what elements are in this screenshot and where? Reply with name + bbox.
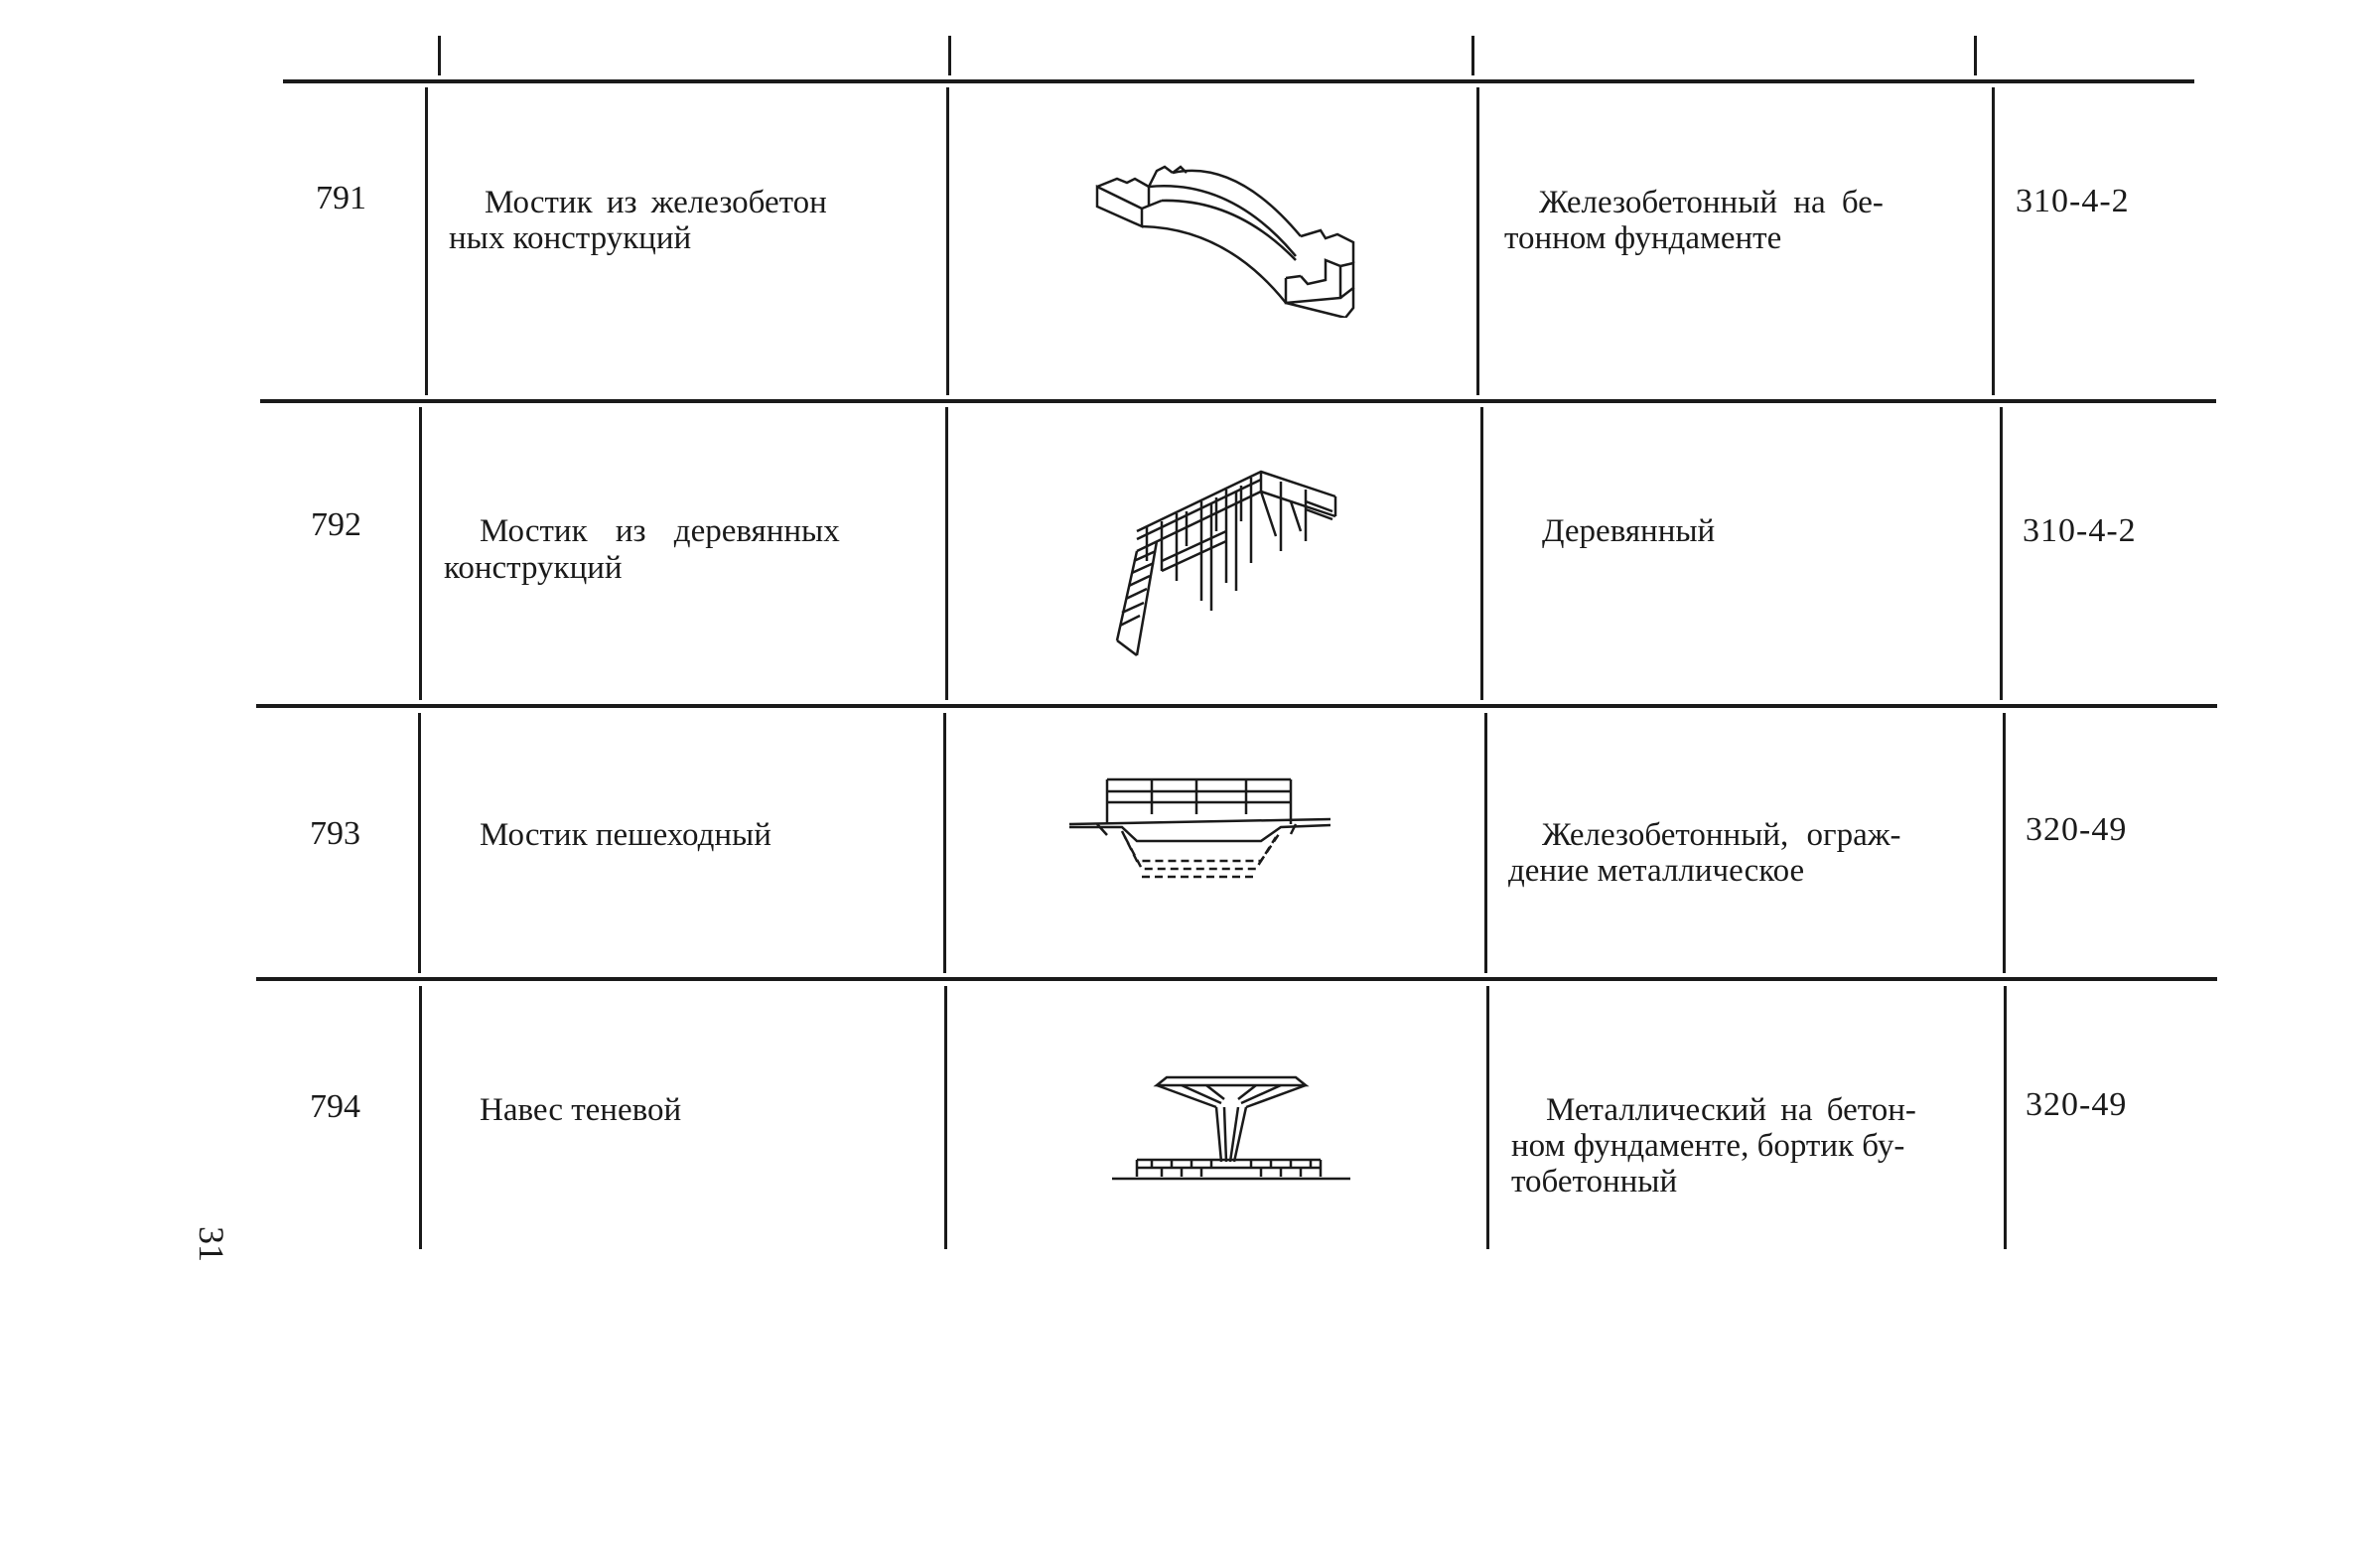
col-rule-2-row-1 <box>946 87 949 395</box>
col-rule-4-row-4 <box>2004 986 2007 1249</box>
row-name-line-2: ных конструкций <box>449 220 692 256</box>
arched-concrete-bridge-icon <box>1087 139 1355 318</box>
col-rule-2-row-4 <box>944 986 947 1249</box>
col-rule-4-row-1 <box>1992 87 1995 395</box>
col-rule-3-row-1 <box>1476 87 1479 395</box>
row-name-line-1: Мостик из железобетон <box>485 185 827 220</box>
shade-canopy-icon <box>1107 1067 1355 1187</box>
pedestrian-bridge-section-icon <box>1067 770 1330 884</box>
col-rule-2-row-2 <box>945 407 948 700</box>
row-number: 792 <box>311 506 361 543</box>
row-code: 310-4-2 <box>2016 183 2130 219</box>
page-number: 31 <box>192 1226 231 1262</box>
col-rule-3-row-3 <box>1484 713 1487 973</box>
row-code: 320-49 <box>2026 811 2128 848</box>
row-name-line-1: Мостик из деревянных <box>480 513 840 549</box>
row-number: 793 <box>310 815 360 852</box>
row-material-line-1: Железобетонный, ограж- <box>1542 817 1901 853</box>
col-rule-2-row-3 <box>943 713 946 973</box>
col-rule-3-row-2 <box>1480 407 1483 700</box>
wooden-footbridge-with-stairs-icon <box>1102 442 1350 665</box>
col-rule-1-row-4 <box>419 986 422 1249</box>
table-top-rule <box>283 79 2194 83</box>
row-divider-3 <box>256 977 2217 981</box>
row-material-line-1: Железобетонный на бе- <box>1539 185 1884 220</box>
row-divider-2 <box>256 704 2217 708</box>
row-material-line-2: дение металлическое <box>1508 853 1805 889</box>
row-number: 791 <box>316 180 366 216</box>
row-material-line-2: ном фундаменте, бортик бу- <box>1511 1128 1905 1164</box>
col-rule-3-row-4 <box>1486 986 1489 1249</box>
row-material-line-1: Деревянный <box>1542 513 1716 549</box>
header-tick-1 <box>438 36 441 75</box>
col-rule-1-row-1 <box>425 87 428 395</box>
col-rule-4-row-3 <box>2003 713 2006 973</box>
row-material-line-1: Металлический на бетон- <box>1546 1092 1916 1128</box>
row-divider-1 <box>260 399 2216 403</box>
row-number: 794 <box>310 1088 360 1125</box>
row-code: 320-49 <box>2026 1086 2128 1123</box>
row-name-line-1: Мостик пешеходный <box>480 817 771 853</box>
row-name-line-1: Навес теневой <box>480 1092 682 1128</box>
row-material-line-2: тонном фундаменте <box>1504 220 1782 256</box>
col-rule-1-row-3 <box>418 713 421 973</box>
header-tick-3 <box>1471 36 1474 75</box>
row-material-line-3: тобетонный <box>1511 1164 1678 1199</box>
col-rule-4-row-2 <box>2000 407 2003 700</box>
row-name-line-2: конструкций <box>444 550 623 586</box>
header-tick-4 <box>1974 36 1977 75</box>
header-tick-2 <box>948 36 951 75</box>
row-code: 310-4-2 <box>2023 512 2137 549</box>
col-rule-1-row-2 <box>419 407 422 700</box>
